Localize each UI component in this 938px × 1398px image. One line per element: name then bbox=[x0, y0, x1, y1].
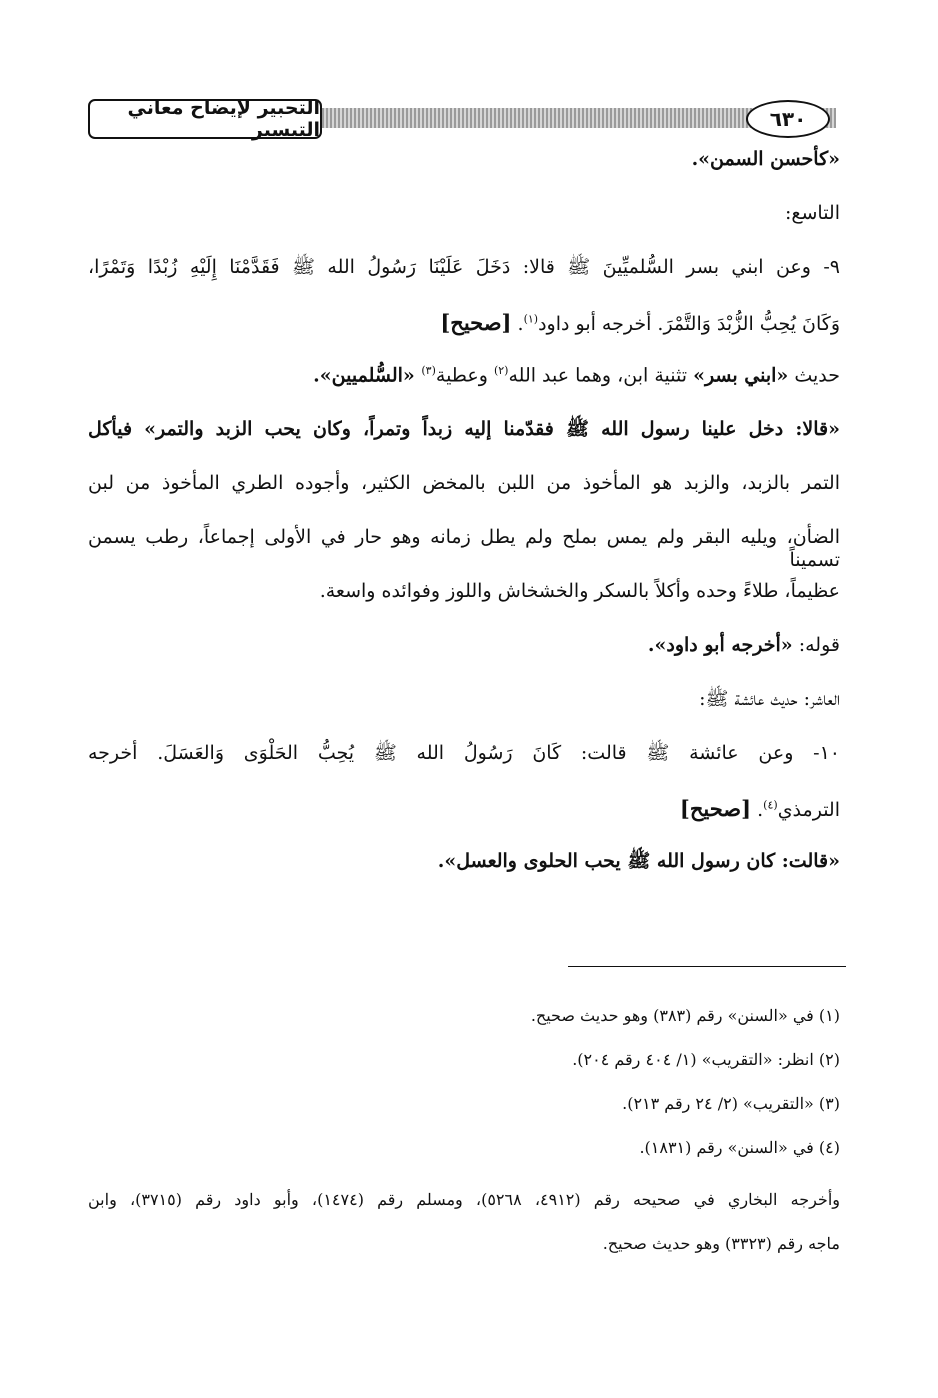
page-number: ٦٣٠ bbox=[746, 100, 830, 138]
footnote-cont: ماجه رقم (٣٣٢٣) وهو حديث صحيح. bbox=[602, 1234, 840, 1253]
footnote-ref: (٤) bbox=[763, 798, 778, 812]
text-line: «كأحسن السمن». bbox=[691, 148, 840, 170]
grade-label: [صحيح] bbox=[440, 310, 512, 335]
section-heading: التاسع: bbox=[784, 202, 840, 224]
footnote-cont: وأخرجه البخاري في صحيحه رقم (٤٩١٢، ٥٢٦٨)، ومسلم رقم (١٤٧٤)، وأبو داود رقم (٣٧١٥)، وابن bbox=[88, 1190, 840, 1209]
footnote: (٣) «التقريب» (٢/ ٢٤ رقم ٢١٣). bbox=[622, 1094, 840, 1113]
grade-label: [صحيح] bbox=[679, 796, 752, 821]
section-heading: العاشر: حديث عائشة ﷺ: bbox=[699, 688, 840, 710]
page-header bbox=[88, 97, 840, 139]
quoted-text: «قالت: كان رسول الله ﷺ يحب الحلوى والعسل». bbox=[437, 850, 840, 872]
footnote-ref: (١) bbox=[523, 312, 539, 326]
footnote-ref: (٢) bbox=[493, 364, 509, 377]
footnote: (٤) في «السنن» رقم (١٨٣١). bbox=[639, 1138, 840, 1157]
footnote-ref: (٣) bbox=[421, 364, 436, 377]
footnote: (٢) انظر: «التقريب» (١/ ٤٠٤ رقم ٢٠٤). bbox=[572, 1050, 840, 1069]
hadith-text-cont: وَكَانَ يُحِبُّ الزُّبْدَ وَالتَّمْرَ. أخرجه أبو داود$^{(١)}$. [صحيح] bbox=[440, 310, 840, 335]
commentary-line: قوله: «أخرجه أبو داود». bbox=[647, 634, 840, 656]
commentary-line: التمر بالزبد، والزبد هو المأخوذ من اللبن بالمخض الكثير، وأجوده الطري المأخوذ من لبن bbox=[88, 472, 840, 494]
hadith-text: ١٠- وعن عائشة ﷺ قالت: كَانَ رَسُولُ الله ﷺ يُحِبُّ الحَلْوَى وَالعَسَلَ. أخرجه bbox=[88, 742, 840, 764]
book-title: التحبير لإيضاح معاني التيسير bbox=[88, 99, 322, 139]
commentary-line: عظيماً، طلاءً وحده وأكلاً بالسكر والخشخاش واللوز وفوائده واسعة. bbox=[319, 580, 840, 602]
hadith-text: ٩- وعن ابني بسر السُّلميِّينَ ﷺ قالا: دَخَلَ عَلَيْنَا رَسُولُ الله ﷺ فَقَدَّمْنَا إِلَيْهِ زُبْدًا وَتَمْرًا، bbox=[88, 256, 840, 278]
footnote-divider bbox=[568, 966, 846, 967]
hadith-text-cont: الترمذي$^{(٤)}$. [صحيح] bbox=[679, 796, 840, 821]
footnote: (١) في «السنن» رقم (٣٨٣) وهو حديث صحيح. bbox=[530, 1006, 840, 1025]
quoted-text: «قالا: دخل علينا رسول الله ﷺ فقدّمنا إليه زبداً وتمراً، وكان يحب الزبد والتمر» فيأكل bbox=[88, 418, 840, 440]
commentary-line: حديث «ابني بسر» تثنية ابن، وهما عبد الله$^{(٢)}$ وعطية$^{(٣)}$ «السُّلميين». bbox=[313, 364, 840, 387]
commentary-line: الضأن، ويليه البقر ولم يمس بملح ولم يطل زمانه وهو حار في الأولى إجماعاً، رطب يسمن تسميناً bbox=[88, 526, 840, 571]
